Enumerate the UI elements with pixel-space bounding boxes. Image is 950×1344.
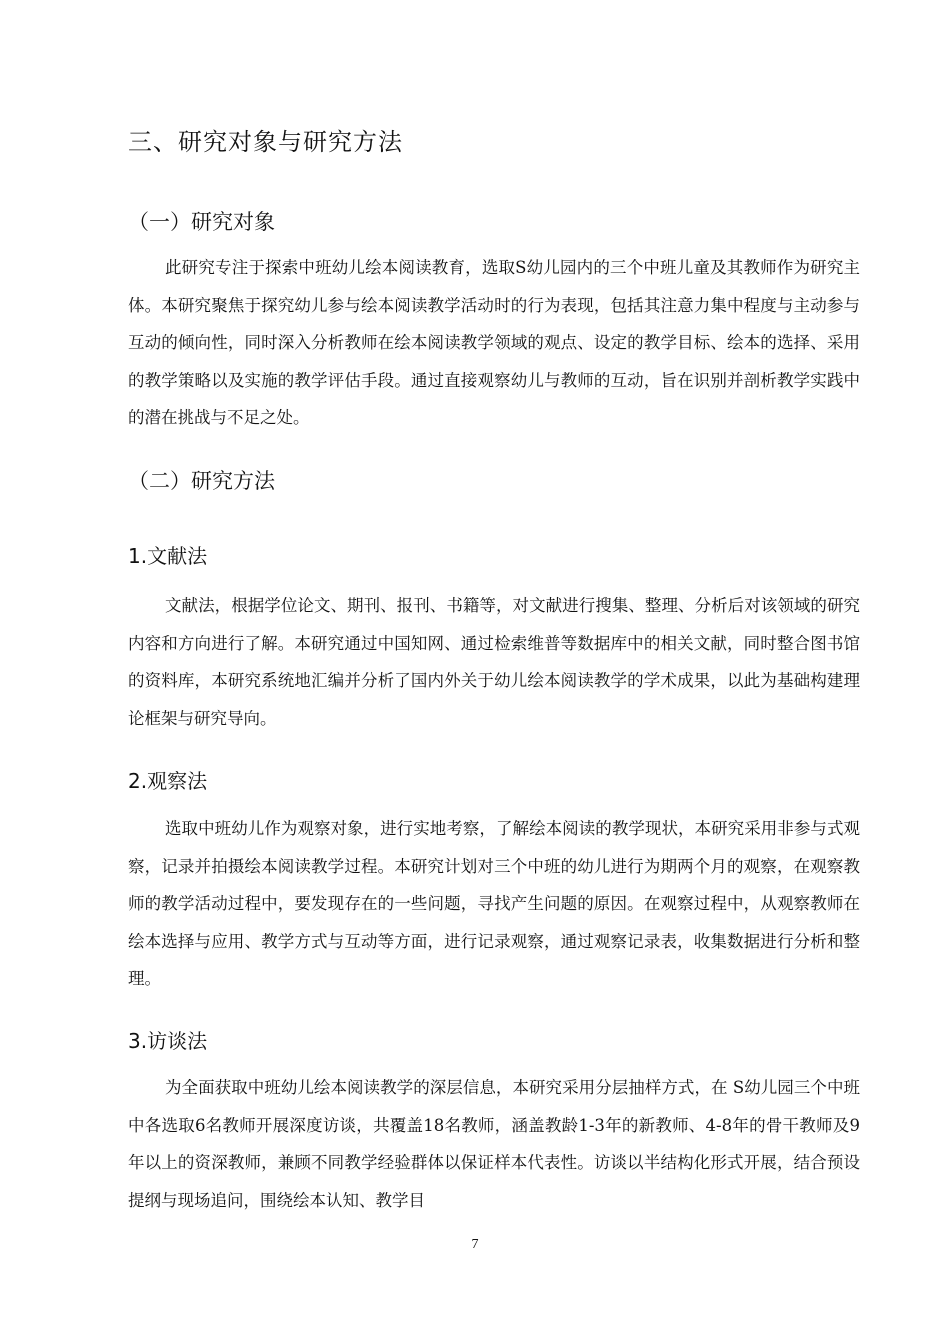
method-title-observation: 2.观察法 — [128, 769, 208, 793]
page-number: 7 — [471, 1237, 479, 1252]
subsection-title-research-object: （一）研究对象 — [128, 210, 275, 234]
paragraph-observation: 选取中班幼儿作为观察对象，进行实地考察，了解绘本阅读的教学现状，本研究采用非参与式观察，记录并拍摄绘本阅读教学过程。本研究计划对三个中班的幼儿进行为期两个月的观察，在观察教师的教学活动过程中，要发现存在的一些问题，寻找产生问题的原因。在观察过程中，从观察教师在绘本选择与应用、教学方式与互动等方面，进行记录观察，通过观察记录表，收集数据进行分析和整理。 — [128, 819, 860, 988]
section-title: 三、研究对象与研究方法 — [128, 128, 403, 156]
paragraph-literature: 文献法，根据学位论文、期刊、报刊、书籍等，对文献进行搜集、整理、分析后对该领域的研究内容和方向进行了解。本研究通过中国知网、通过检索维普等数据库中的相关文献，同时整合图书馆的资料库，本研究系统地汇编并分析了国内外关于幼儿绘本阅读教学的学术成果，以此为基础构建理论框架与研究导向。 — [128, 596, 860, 728]
subsection-title-research-methods: （二）研究方法 — [128, 469, 275, 493]
paragraph-interview: 为全面获取中班幼儿绘本阅读教学的深层信息，本研究采用分层抽样方式，在 S幼儿园三个中班中各选取6名教师开展深度访谈，共覆盖18名教师，涵盖教龄1-3年的新教师、4-8年的骨干教师及9年以上的资深教师，兼顾不同教学经验群体以保证样本代表性。访谈以半结构化形式开展，结合预设提纲与现场追问，围绕绘本认知、教学目 — [128, 1078, 860, 1210]
method-title-interview: 3.访谈法 — [128, 1029, 208, 1053]
paragraph-research-object: 此研究专注于探索中班幼儿绘本阅读教育，选取S幼儿园内的三个中班儿童及其教师作为研究主体。本研究聚焦于探究幼儿参与绘本阅读教学活动时的行为表现，包括其注意力集中程度与主动参与互动的倾向性，同时深入分析教师在绘本阅读教学领域的观点、设定的教学目标、绘本的选择、采用的教学策略以及实施的教学评估手段。通过直接观察幼儿与教师的互动，旨在识别并剖析教学实践中的潜在挑战与不足之处。 — [128, 258, 860, 427]
method-title-literature: 1.文献法 — [128, 544, 208, 568]
